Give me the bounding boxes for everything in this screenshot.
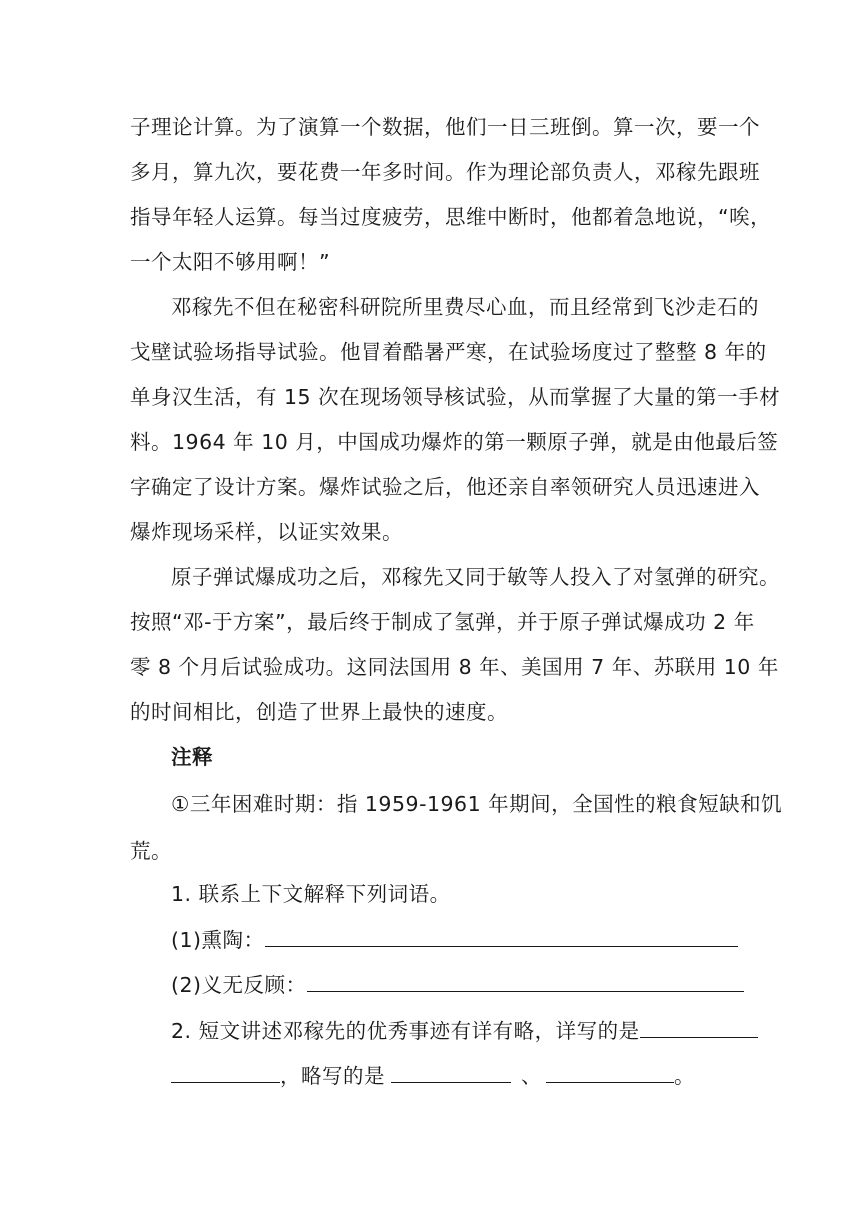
passage-line: 邓稼先不但在秘密科研院所里费尽心血，而且经常到飞沙走石的	[171, 295, 759, 319]
question-1-prompt: 1. 联系上下文解释下列词语。	[171, 882, 451, 906]
question-1-item-2-label: (2)义无反顾：	[171, 973, 307, 997]
passage-line: 字确定了设计方案。爆炸试验之后，他还亲自率领研究人员迅速进入	[130, 475, 760, 499]
passage-line: 指导年轻人运算。每当过度疲劳，思维中断时，他都着急地说，“唉，	[130, 205, 772, 229]
passage-line: 多月，算九次，要花费一年多时间。作为理论部负责人，邓稼先跟班	[130, 160, 760, 184]
answer-blank[interactable]	[546, 1062, 674, 1083]
passage-line: 原子弹试爆成功之后，邓稼先又同于敏等人投入了对氢弹的研究。	[171, 565, 780, 589]
answer-blank[interactable]	[171, 1062, 280, 1083]
passage-line: 零 8 个月后试验成功。这同法国用 8 年、美国用 7 年、苏联用 10 年	[130, 655, 779, 679]
passage-line: 按照“邓-于方案”，最后终于制成了氢弹，并于原子弹试爆成功 2 年	[130, 610, 755, 634]
question-1-item-1	[171, 926, 738, 954]
question-2-line-2	[171, 1062, 695, 1090]
passage-line: 一个太阳不够用啊！”	[130, 250, 331, 274]
passage-line: 爆炸现场采样，以证实效果。	[130, 520, 403, 544]
passage-line: 的时间相比，创造了世界上最快的速度。	[130, 700, 508, 724]
passage-line: 料。1964 年 10 月，中国成功爆炸的第一颗原子弹，就是由他最后签	[130, 430, 779, 454]
answer-blank[interactable]	[640, 1017, 758, 1038]
question-2-mid: ，略写的是	[280, 1064, 385, 1088]
question-2-separator: 、	[521, 1064, 542, 1088]
passage-line: 戈壁试验场指导试验。他冒着酷暑严寒，在试验场度过了整整 8 年的	[130, 340, 767, 364]
answer-blank[interactable]	[307, 971, 744, 992]
question-2-line-1	[171, 1017, 758, 1045]
question-1-item-2	[171, 971, 744, 999]
answer-blank[interactable]	[265, 926, 738, 947]
notes-heading: 注释	[171, 745, 213, 769]
question-2-end: 。	[674, 1064, 695, 1088]
question-1-item-1-label: (1)熏陶：	[171, 928, 265, 952]
note-line: 荒。	[130, 839, 172, 863]
passage-line: 子理论计算。为了演算一个数据，他们一日三班倒。算一次，要一个	[130, 115, 760, 139]
note-line: ①三年困难时期：指 1959-1961 年期间，全国性的粮食短缺和饥	[171, 792, 783, 816]
answer-blank[interactable]	[391, 1062, 511, 1083]
question-2-prompt: 2. 短文讲述邓稼先的优秀事迹有详有略，详写的是	[171, 1019, 640, 1043]
passage-line: 单身汉生活，有 15 次在现场领导核试验，从而掌握了大量的第一手材	[130, 385, 781, 409]
